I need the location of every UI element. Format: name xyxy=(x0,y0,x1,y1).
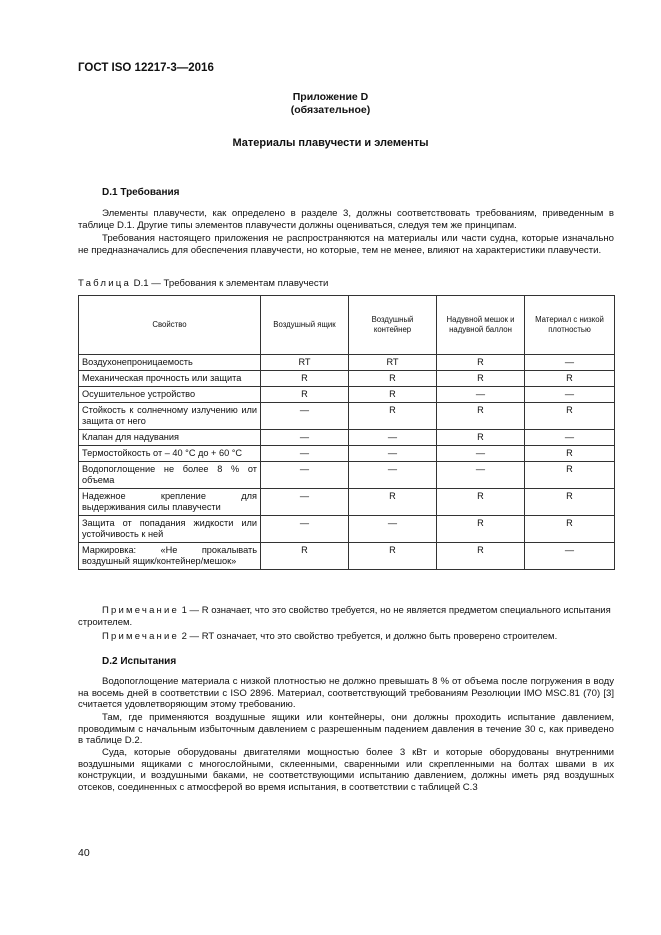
table-cell: R xyxy=(525,446,615,462)
paragraph: Требования настоящего приложения не распространяются на материалы или части судна, которые изначально не предназначались для обеспечения плавучести, но которые, тем не менее, влияют на характеристики плавучести. xyxy=(78,233,614,256)
table-cell: Стойкость к солнечному излучению или защита от него xyxy=(79,403,261,430)
column-header: Материал с низкой плотностью xyxy=(525,296,615,355)
note-label: Примечание xyxy=(102,631,179,642)
table-cell: — xyxy=(437,462,525,489)
table-cell: R xyxy=(437,371,525,387)
paragraph: Там, где применяются воздушные ящики или контейнеры, они должны проходить испытание давлением, проводимым с начальным избыточным давлением с разрешенным падением давления в течение 30 с, как приведено в таблице D.2. xyxy=(78,712,614,747)
table-cell: Водопоглощение не более 8 % от объема xyxy=(79,462,261,489)
table-cell: Клапан для надувания xyxy=(79,430,261,446)
column-header: Свойство xyxy=(79,296,261,355)
paragraph: Водопоглощение материала с низкой плотностью не должно превышать 8 % от объема после погружения в воду на восемь дней в соответствии с ISO 2896. Материал, соответствующий требованиям Резолюции IMO MSC.81 (70) [3] считается удовлетворяющим этому требованию. xyxy=(78,676,614,711)
table-cell: R xyxy=(525,489,615,516)
table-cell: R xyxy=(349,543,437,570)
table-cell: — xyxy=(349,446,437,462)
table-cell: Термостойкость от – 40 °С до + 60 °С xyxy=(79,446,261,462)
table-cell: R xyxy=(437,430,525,446)
table-cell: R xyxy=(525,516,615,543)
table-row xyxy=(79,387,615,403)
table-cell: — xyxy=(349,462,437,489)
table-cell: R xyxy=(525,462,615,489)
table-note xyxy=(78,605,614,628)
note-label: Примечание xyxy=(102,605,179,616)
column-header: Воздушный контейнер xyxy=(349,296,437,355)
paragraph: Суда, которые оборудованы двигателями мощностью более 3 кВт и которые оборудованы внутренними воздушными ящиками с многослойными, склеенными, сваренными или скрепленными на болтах швами в их конструкции, и воздушными баками, не соответствующими испытанию давлением, должны иметь ряд воздушных отсеков, соединенных с атмосферой во время испытания, в соответствии с таблицей С.3 xyxy=(78,747,614,793)
table-cell: — xyxy=(261,516,349,543)
table-cell: R xyxy=(437,403,525,430)
table-cell: — xyxy=(261,446,349,462)
table-row xyxy=(79,462,615,489)
table-cell: R xyxy=(349,403,437,430)
table-cell: — xyxy=(261,403,349,430)
table-cell: — xyxy=(261,489,349,516)
table-cell: Защита от попадания жидкости или устойчивость к ней xyxy=(79,516,261,543)
table-cell: — xyxy=(525,543,615,570)
annex-title: Приложение D xyxy=(292,91,369,103)
table-row xyxy=(79,516,615,543)
table-row xyxy=(79,430,615,446)
annex-subtitle: (обязательное) xyxy=(290,104,371,116)
note-text: 1 — R означает, что это свойство требуется, но не является предметом специального испытания строителем. xyxy=(78,605,611,628)
section-heading-d1: D.1 Требования xyxy=(102,187,180,198)
table-cell: RT xyxy=(261,355,349,371)
table-row xyxy=(79,543,615,570)
table-header-row xyxy=(79,296,615,355)
table-row xyxy=(79,355,615,371)
document-id: ГОСТ ISO 12217-3—2016 xyxy=(78,62,214,74)
requirements-table xyxy=(78,295,615,570)
table-row xyxy=(79,403,615,430)
table-cell: — xyxy=(261,430,349,446)
table-cell: Осушительное устройство xyxy=(79,387,261,403)
table-cell: R xyxy=(261,387,349,403)
annex-main-title: Материалы плавучести и элементы xyxy=(232,137,429,149)
table-cell: — xyxy=(349,516,437,543)
table-cell: — xyxy=(437,446,525,462)
table-cell: R xyxy=(261,543,349,570)
table-caption-label: Таблица xyxy=(78,278,132,289)
table-cell: — xyxy=(525,430,615,446)
table-cell: R xyxy=(437,543,525,570)
table-cell: — xyxy=(437,387,525,403)
table-note xyxy=(78,631,614,643)
table-row xyxy=(79,489,615,516)
table-cell: R xyxy=(437,489,525,516)
table-cell: R xyxy=(525,371,615,387)
table-cell: R xyxy=(349,387,437,403)
table-cell: — xyxy=(261,462,349,489)
table-cell: Маркировка: «Не прокалывать воздушный ящик/контейнер/мешок» xyxy=(79,543,261,570)
column-header: Воздушный ящик xyxy=(261,296,349,355)
table-cell: Механическая прочность или защита xyxy=(79,371,261,387)
table-cell: R xyxy=(349,371,437,387)
table-cell: — xyxy=(525,387,615,403)
table-cell: R xyxy=(525,403,615,430)
table-caption-text: D.1 — Требования к элементам плавучести xyxy=(131,278,329,289)
table-cell: R xyxy=(437,355,525,371)
column-header: Надувной мешок и надувной баллон xyxy=(437,296,525,355)
table-cell: Воздухонепроницаемость xyxy=(79,355,261,371)
table-cell: Надежное крепление для выдерживания силы плавучести xyxy=(79,489,261,516)
table-cell: R xyxy=(437,516,525,543)
table-cell: — xyxy=(525,355,615,371)
table-row xyxy=(79,446,615,462)
paragraph: Элементы плавучести, как определено в разделе 3, должны соответствовать требованиям, приведенным в таблице D.1. Другие типы элементов плавучести должны оцениваться, следуя тем же принципам. xyxy=(78,208,614,231)
table-cell: R xyxy=(261,371,349,387)
table-caption xyxy=(78,278,328,289)
table-cell: RT xyxy=(349,355,437,371)
table-cell: R xyxy=(349,489,437,516)
table-row xyxy=(79,371,615,387)
note-text: 2 — RT означает, что это свойство требуется, и должно быть проверено строителем. xyxy=(179,631,558,642)
table-cell: — xyxy=(349,430,437,446)
section-heading-d2: D.2 Испытания xyxy=(102,656,177,667)
page-number: 40 xyxy=(78,847,90,859)
